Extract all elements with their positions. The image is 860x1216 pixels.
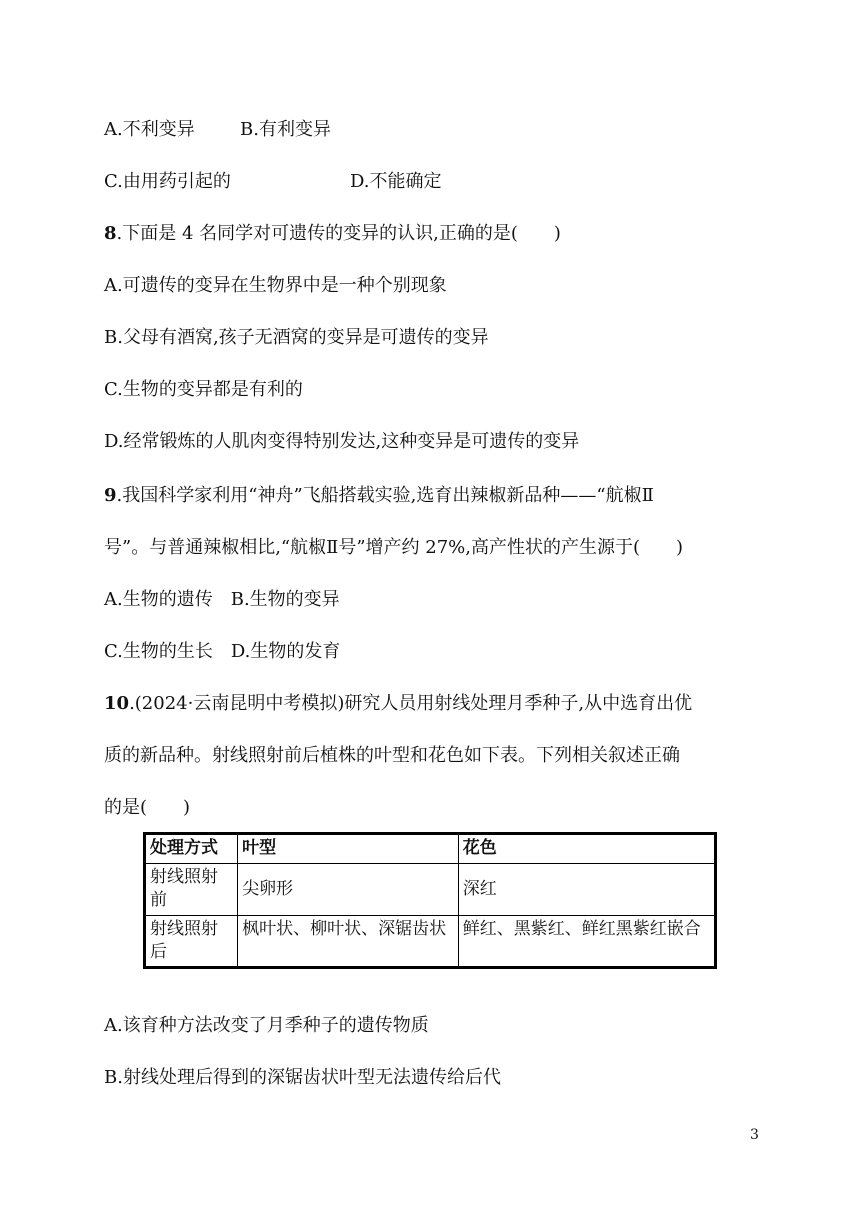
- table-header-cell: 花色: [458, 834, 715, 864]
- q10-option-a: A.该育种方法改变了月季种子的遗传物质: [104, 1015, 429, 1036]
- q9-stem-line2: 号”。与普通辣椒相比,“航椒Ⅱ号”增产约 27%,高产性状的产生源于( ): [104, 537, 684, 558]
- page-number: 3: [750, 1127, 759, 1143]
- table-cell: 射线照射后: [145, 916, 238, 968]
- q10-stem-text: 研究人员用射线处理月季种子,从中选育出优: [344, 693, 693, 714]
- q10-option-b: B.射线处理后得到的深锯齿状叶型无法遗传给后代: [104, 1067, 501, 1088]
- table-header-cell: 叶型: [238, 834, 459, 864]
- q8-option-a: A.可遗传的变异在生物界中是一种个别现象: [104, 275, 447, 296]
- q7-option-c: C.由用药引起的: [104, 171, 231, 192]
- q7-option-a: A.不利变异: [104, 119, 195, 140]
- table-cell: 尖卵形: [238, 864, 459, 916]
- table-cell: 枫叶状、柳叶状、深锯齿状: [238, 916, 459, 968]
- q9-stem-line1: [104, 484, 654, 508]
- table-header-cell: 处理方式: [145, 834, 238, 864]
- q8-number: 8: [104, 223, 117, 244]
- q9-stem-text: .我国科学家利用“神舟”飞船搭载实验,选育出辣椒新品种——“航椒Ⅱ: [116, 485, 654, 506]
- q10-stem-line2: 质的新品种。射线照射前后植株的叶型和花色如下表。下列相关叙述正确: [104, 745, 680, 766]
- q9-options-cd: C.生物的生长 D.生物的发育: [104, 641, 341, 662]
- q9-number: 9: [104, 485, 117, 506]
- q10-source: .(2024·云南昆明中考模拟): [129, 693, 345, 714]
- q8-option-d: D.经常锻炼的人肌肉变得特别发达,这种变异是可遗传的变异: [104, 431, 580, 452]
- q10-number: 10: [104, 693, 130, 714]
- q7-option-d: D.不能确定: [350, 171, 442, 192]
- table-row: [145, 916, 716, 968]
- q10-table: [143, 832, 717, 969]
- q7-option-b: B.有利变异: [240, 119, 331, 140]
- table-cell: 深红: [458, 864, 715, 916]
- q8-option-c: C.生物的变异都是有利的: [104, 379, 303, 400]
- table-cell: 鲜红、黑紫红、鲜红黑紫红嵌合: [458, 916, 715, 968]
- table-row: [145, 864, 716, 916]
- table-header-row: [145, 834, 716, 864]
- q8-option-b: B.父母有酒窝,孩子无酒窝的变异是可遗传的变异: [104, 327, 489, 348]
- q8-stem-text: .下面是 4 名同学对可遗传的变异的认识,正确的是( ): [116, 223, 561, 244]
- table-cell: 射线照射前: [145, 864, 238, 916]
- q9-options-ab: A.生物的遗传 B.生物的变异: [104, 589, 340, 610]
- q10-stem-line3: 的是( ): [104, 797, 191, 818]
- q8-stem: [104, 222, 561, 246]
- q10-stem-line1: [104, 692, 692, 716]
